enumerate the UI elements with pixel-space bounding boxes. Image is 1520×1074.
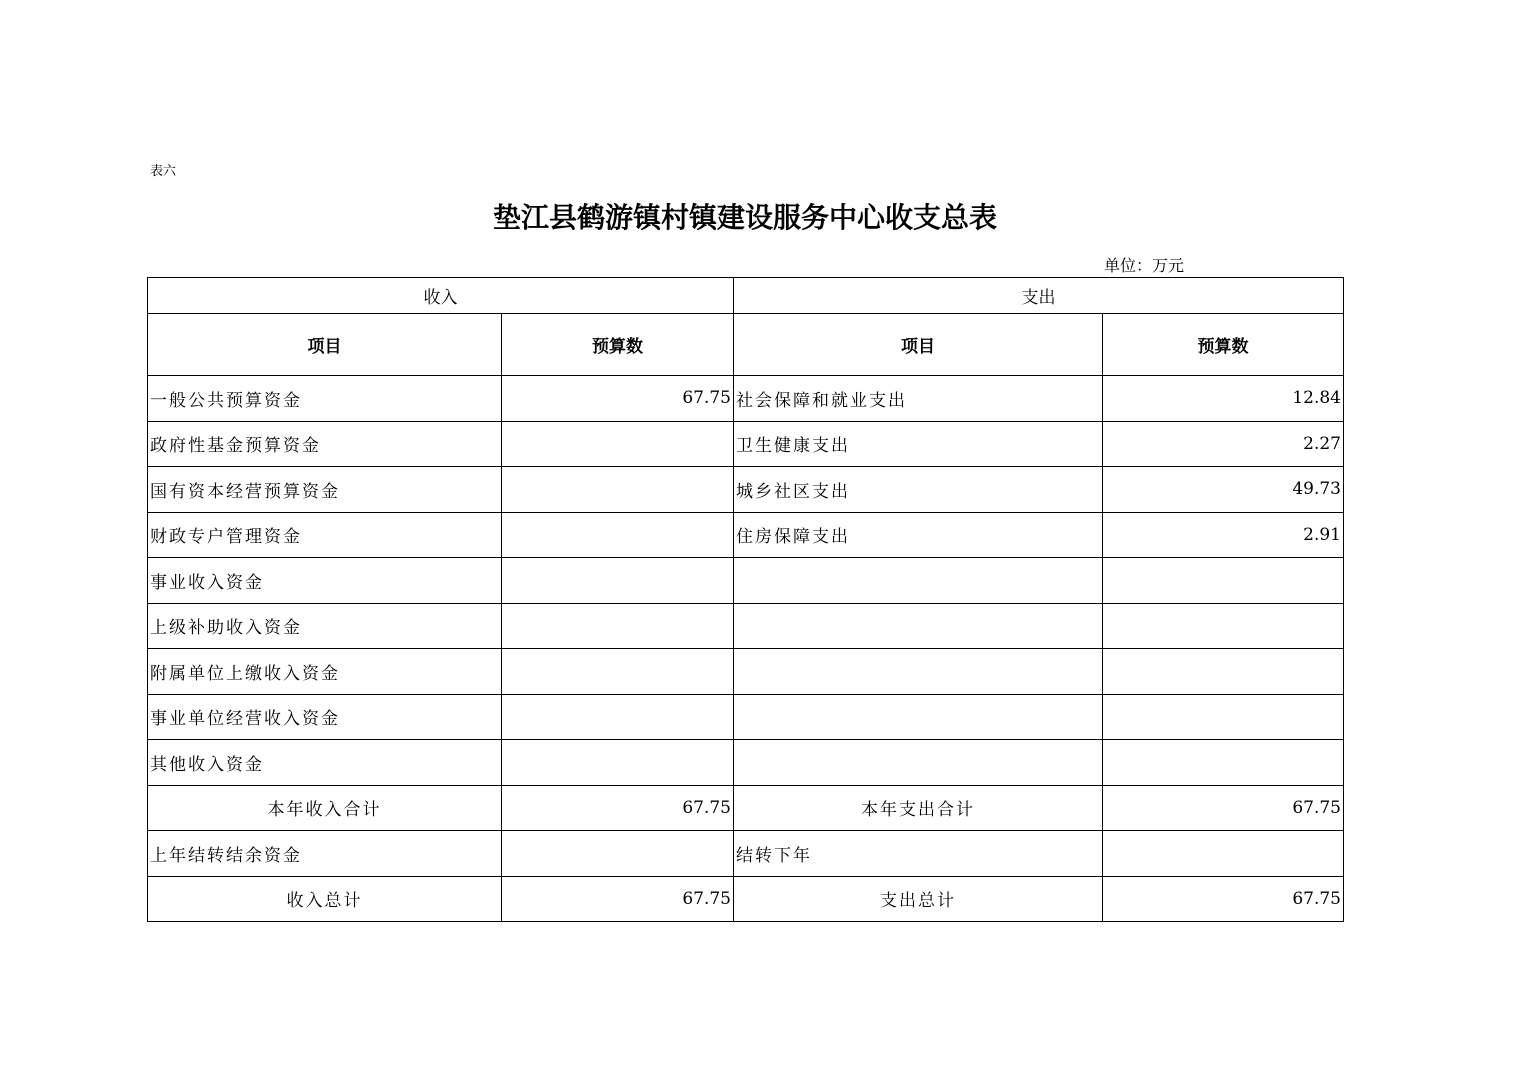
expense-item-cell: 卫生健康支出 [734, 421, 1103, 467]
expense-amount-cell: 67.75 [1103, 785, 1344, 831]
expense-item-cell [734, 603, 1103, 649]
expense-amount-cell [1103, 831, 1344, 877]
income-section-header: 收入 [148, 278, 734, 314]
income-amount-cell: 67.75 [502, 785, 734, 831]
expense-amount-column-header: 预算数 [1103, 314, 1344, 376]
income-amount-cell [502, 740, 734, 786]
expense-amount-cell: 2.27 [1103, 421, 1344, 467]
income-amount-cell [502, 831, 734, 877]
income-amount-column-header: 预算数 [502, 314, 734, 376]
expense-section-header: 支出 [734, 278, 1344, 314]
income-item-cell: 国有资本经营预算资金 [148, 467, 502, 513]
table-row [148, 421, 1344, 467]
table-row [148, 512, 1344, 558]
table-row [148, 558, 1344, 604]
income-item-cell: 其他收入资金 [148, 740, 502, 786]
expense-item-cell: 本年支出合计 [734, 785, 1103, 831]
income-amount-cell [502, 467, 734, 513]
expense-amount-cell: 67.75 [1103, 876, 1344, 922]
expense-amount-cell [1103, 740, 1344, 786]
expense-amount-cell [1103, 558, 1344, 604]
table-row [148, 876, 1344, 922]
income-item-column-header: 项目 [148, 314, 502, 376]
income-amount-cell [502, 421, 734, 467]
table-row [148, 603, 1344, 649]
expense-item-cell [734, 649, 1103, 695]
income-item-cell: 上级补助收入资金 [148, 603, 502, 649]
expense-item-column-header: 项目 [734, 314, 1103, 376]
table-row [148, 649, 1344, 695]
expense-amount-cell [1103, 649, 1344, 695]
column-header-row [148, 314, 1344, 376]
income-item-cell: 本年收入合计 [148, 785, 502, 831]
table-row [148, 785, 1344, 831]
expense-item-cell [734, 740, 1103, 786]
expense-item-cell: 住房保障支出 [734, 512, 1103, 558]
expense-item-cell [734, 558, 1103, 604]
table-row [148, 376, 1344, 422]
income-item-cell: 上年结转结余资金 [148, 831, 502, 877]
page-title: 垫江县鹤游镇村镇建设服务中心收支总表 [492, 201, 997, 234]
expense-item-cell: 支出总计 [734, 876, 1103, 922]
unit-label: 单位：万元 [1104, 256, 1185, 275]
income-amount-cell [502, 649, 734, 695]
table-row [148, 740, 1344, 786]
section-header-row [148, 278, 1344, 314]
expense-item-cell [734, 694, 1103, 740]
expense-item-cell: 结转下年 [734, 831, 1103, 877]
income-item-cell: 一般公共预算资金 [148, 376, 502, 422]
table-number-label: 表六 [150, 164, 177, 179]
table-row [148, 831, 1344, 877]
table-row [148, 694, 1344, 740]
income-amount-cell [502, 694, 734, 740]
income-amount-cell [502, 512, 734, 558]
income-item-cell: 财政专户管理资金 [148, 512, 502, 558]
income-item-cell: 事业收入资金 [148, 558, 502, 604]
income-amount-cell [502, 603, 734, 649]
expense-amount-cell: 2.91 [1103, 512, 1344, 558]
expense-item-cell: 社会保障和就业支出 [734, 376, 1103, 422]
budget-table [147, 277, 1344, 922]
income-item-cell: 附属单位上缴收入资金 [148, 649, 502, 695]
expense-amount-cell: 12.84 [1103, 376, 1344, 422]
expense-amount-cell [1103, 694, 1344, 740]
income-item-cell: 收入总计 [148, 876, 502, 922]
table-row [148, 467, 1344, 513]
income-item-cell: 事业单位经营收入资金 [148, 694, 502, 740]
income-amount-cell [502, 558, 734, 604]
expense-amount-cell: 49.73 [1103, 467, 1344, 513]
income-amount-cell: 67.75 [502, 376, 734, 422]
expense-item-cell: 城乡社区支出 [734, 467, 1103, 513]
income-amount-cell: 67.75 [502, 876, 734, 922]
income-item-cell: 政府性基金预算资金 [148, 421, 502, 467]
expense-amount-cell [1103, 603, 1344, 649]
